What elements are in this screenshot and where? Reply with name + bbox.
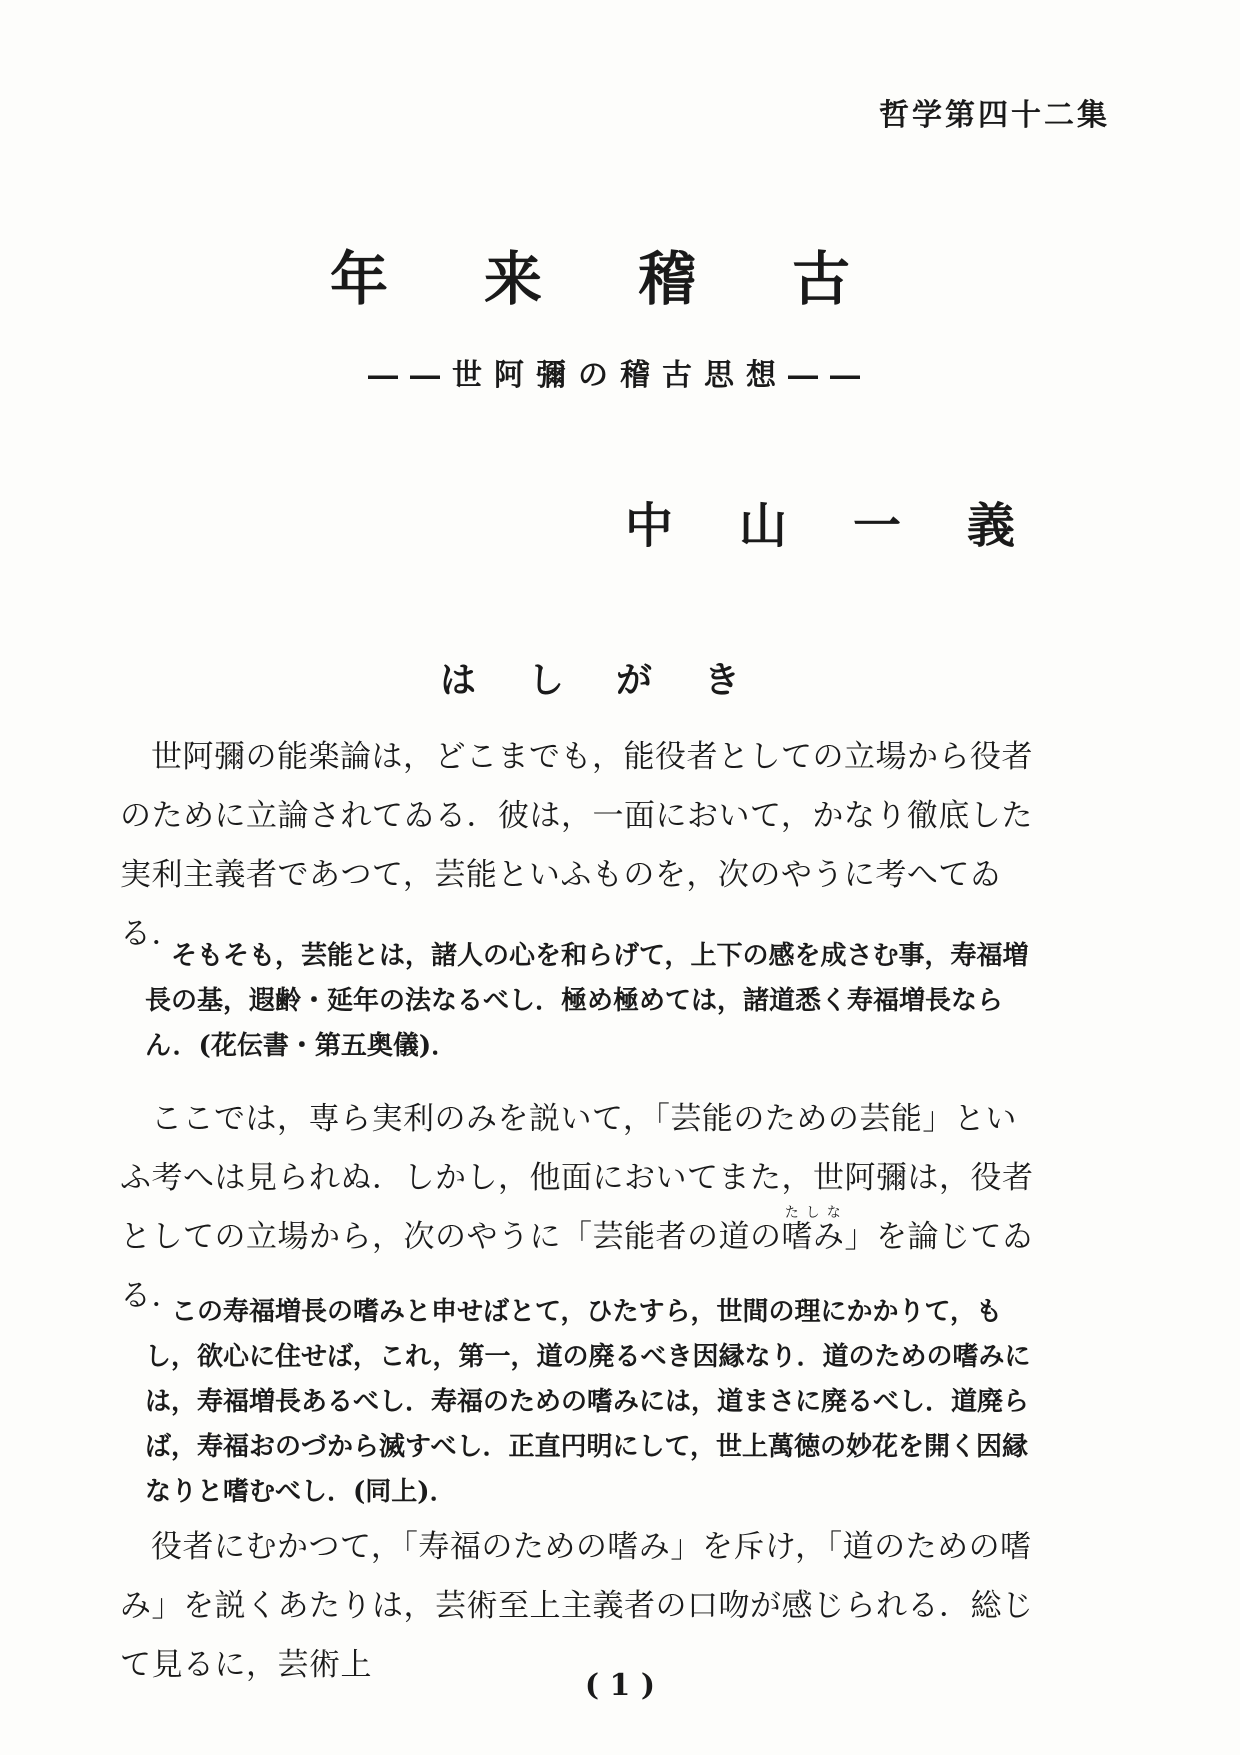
- paragraph-text: ここでは，専ら実利のみを説いて，「芸能のための芸能」といふ考へは見られぬ．しかし，他面においてまた，世阿彌は，役者としての立場から，次のやうに「芸能者の道の: [120, 1101, 1034, 1255]
- author-name: [625, 487, 1015, 556]
- author-char: 中: [625, 498, 674, 554]
- title-char: 来: [483, 245, 542, 313]
- section-char: し: [527, 659, 564, 701]
- paragraph-text: 」を論じてゐる．: [120, 1219, 1034, 1314]
- section-char: が: [615, 659, 652, 701]
- journal-header: 哲学第四十二集: [879, 98, 1110, 133]
- author-char: 一: [852, 498, 901, 554]
- article-title: [330, 232, 850, 316]
- body-paragraph: 役者にむかつて，「寿福のための嗜み」を斥け，「道のための嗜み」を説くあたりは，芸術至上主義者の口吻が感じられる．総じて見るに，芸術上: [120, 1529, 1034, 1683]
- page-number: ( 1 ): [584, 1668, 656, 1703]
- block-quote: この寿福増長の嗜みと申せばとて，ひたすら，世間の理にかかりて，もし，欲心に住せば，これ，第一，道の廃るべき因縁なり．道のための嗜みには，寿福増長あるべし．寿福のための嗜みには，道まさに廃るべし．道廃らば，寿福おのづから滅すべし．正直円明にして，世上萬徳の妙花を開く因縁なりと嗜むべし．(同上)．: [145, 1297, 1031, 1507]
- section-char: き: [703, 659, 740, 701]
- title-char: 年: [330, 245, 389, 313]
- title-char: 稽: [637, 245, 696, 313]
- title-char: 古: [791, 245, 850, 313]
- author-char: 義: [966, 498, 1015, 554]
- ruby-reading: たしな: [781, 1205, 845, 1221]
- block-quote: そもそも，芸能とは，諸人の心を和らげて，上下の感を成さむ事，寿福増長の基，遐齢・延年の法なるべし．極め極めては，諸道悉く寿福増長ならん．(花伝書・第五奥儀)．: [145, 941, 1029, 1061]
- section-heading: [440, 652, 740, 703]
- ruby-annotation: [781, 1205, 845, 1255]
- ruby-base: 嗜み: [781, 1219, 845, 1255]
- body-paragraph: 世阿彌の能楽論は，どこまでも，能役者としての立場から役者のために立論されてゐる．彼は，一面において，かなり徹底した実利主義者であつて，芸能といふものを，次のやうに考へてゐる．: [120, 739, 1033, 952]
- article-subtitle: ――世阿彌の稽古思想――: [368, 358, 872, 393]
- author-char: 山: [738, 498, 787, 554]
- section-char: は: [440, 659, 477, 701]
